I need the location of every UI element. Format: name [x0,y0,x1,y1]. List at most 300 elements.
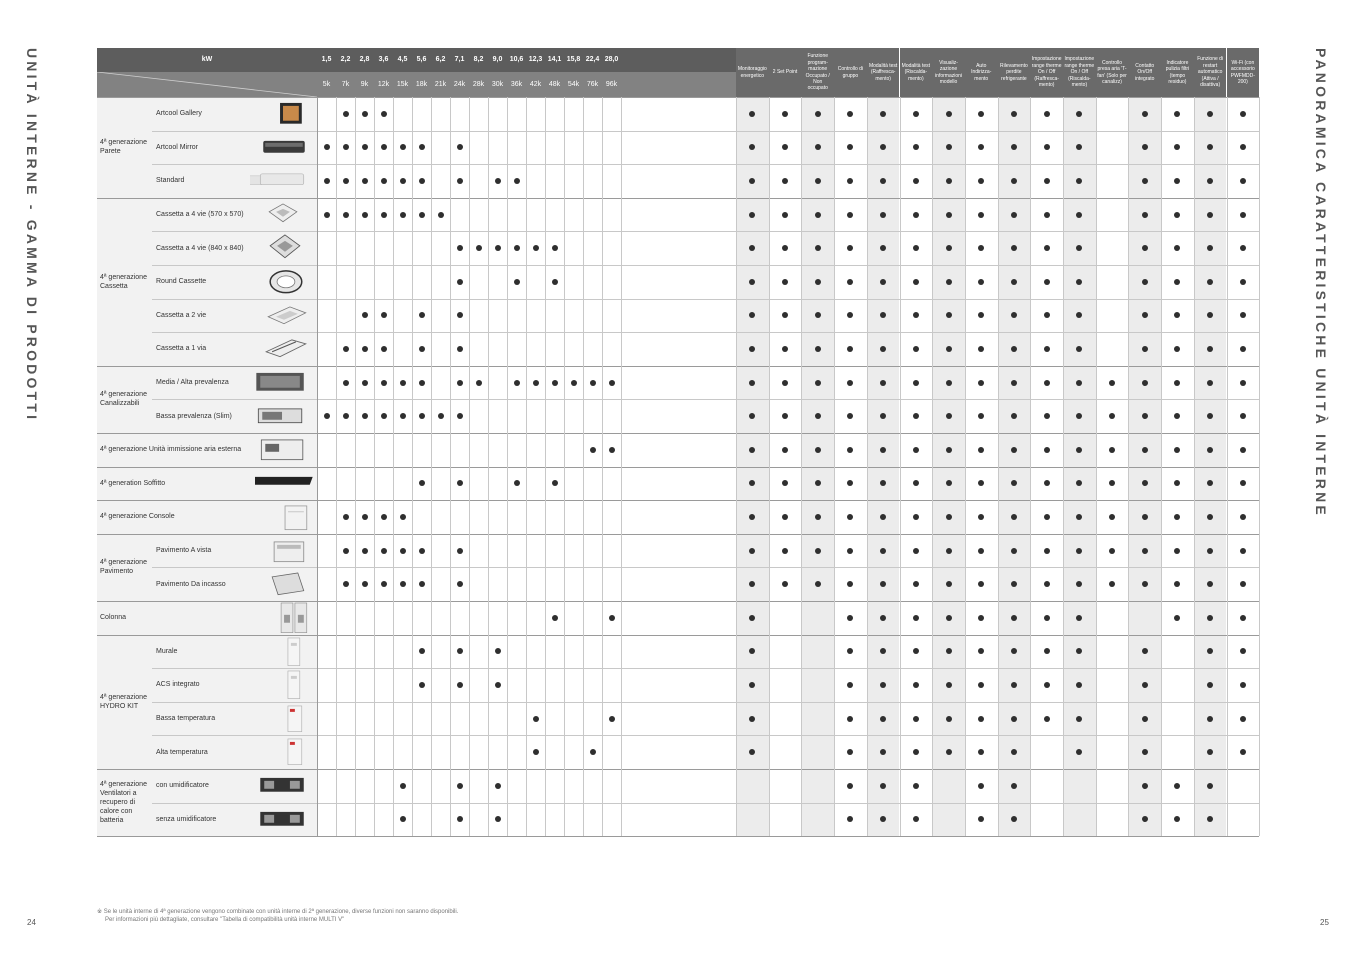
col-divider [1194,97,1195,836]
capacity-dot [419,413,425,419]
col-divider [932,97,933,836]
col-divider [412,97,413,836]
product-name: ACS integrato [152,668,250,702]
capacity-dot [381,111,387,117]
product-name: Cassetta a 2 vie [152,299,250,333]
product-name: Alta temperatura [152,735,250,769]
feature-dot [1044,615,1050,621]
footnote-line-2: Per informazioni più dettagliate, consultare "Tabella di compatibilità unità interne MULTI V" [105,917,345,923]
capacity-dot [343,581,349,587]
capacity-dot [457,783,463,789]
feature-dot [913,682,919,688]
capacity-dot [400,212,406,218]
capacity-dot [343,212,349,218]
capacity-dot [419,346,425,352]
feature-col-header: Wi-Fi (con accessorio PWFMDD-200) [1227,48,1260,97]
capacity-dot [400,144,406,150]
feature-dot [913,581,919,587]
feature-dot [1174,178,1180,184]
feature-dot [1011,716,1017,722]
btu-col-header: 48k [545,72,564,97]
feature-dot [1044,682,1050,688]
floor-concealed-icon [250,567,317,601]
feature-dot [847,581,853,587]
feature-dot [946,480,952,486]
feature-dot [913,783,919,789]
kw-col-header: 10,6 [507,48,526,72]
feature-col-header: Controllo presa aria 'T-fan' (Solo per canalizz) [1096,48,1129,97]
feature-dot [1174,144,1180,150]
product-name: Murale [152,635,250,669]
kw-col-header: 7,1 [450,48,469,72]
feature-dot [815,245,821,251]
feature-dot [1174,816,1180,822]
feature-dot [1240,447,1246,453]
feature-dot [1240,581,1246,587]
capacity-dot [552,480,558,486]
feature-dot [1076,380,1082,386]
capacity-dot [419,212,425,218]
feature-dot [1109,480,1115,486]
feature-dot [1240,648,1246,654]
btu-col-header: 18k [412,72,431,97]
feature-dot [1044,447,1050,453]
product-name: Pavimento A vista [152,534,250,568]
feature-dot [913,816,919,822]
feature-dot [1207,111,1213,117]
feature-dot [1240,514,1246,520]
feature-dot [1207,716,1213,722]
col-divider [450,97,451,836]
feature-dot [847,380,853,386]
feature-dot [880,716,886,722]
kw-col-header: 2,2 [336,48,355,72]
capacity-dot [362,212,368,218]
feature-dot [1240,480,1246,486]
capacity-dot [590,380,596,386]
row-divider [97,601,1259,602]
capacity-dot [343,346,349,352]
feature-dot [978,682,984,688]
feature-dot [946,212,952,218]
feature-col-header: Modalità test (Riscalda-mento) [900,48,933,97]
feature-dot [1240,312,1246,318]
feature-dot [1011,447,1017,453]
feature-dot [978,413,984,419]
capacity-dot [381,346,387,352]
feature-dot [847,749,853,755]
feature-dot [1109,447,1115,453]
row-divider [97,836,1259,837]
group-label: 4ª generazione Parete [97,97,152,198]
feature-dot [847,480,853,486]
btu-col-header: 12k [374,72,393,97]
capacity-dot [400,514,406,520]
feature-dot [1044,548,1050,554]
col-divider [526,97,527,836]
capacity-dot [609,615,615,621]
group-label: 4ª generazione Console [97,500,255,534]
capacity-dot [457,480,463,486]
feature-dot [782,581,788,587]
left-side-title: UNITÀ INTERNE - GAMMA DI PRODOTTI [24,48,40,423]
feature-dot [1174,480,1180,486]
hydro-wall-icon [250,635,317,669]
feature-dot [782,178,788,184]
capacity-dot [400,178,406,184]
feature-dot [1240,144,1246,150]
capacity-dot [324,178,330,184]
row-divider [97,500,1259,501]
feature-dot [1207,380,1213,386]
row-divider [97,433,1259,434]
feature-dot [946,716,952,722]
row-divider [97,198,1259,199]
feature-col-header: Auto Indirizza-mento [965,48,998,97]
feature-dot [1011,212,1017,218]
capacity-dot [419,144,425,150]
product-name: Round Cassette [152,265,250,299]
feature-dot [1142,413,1148,419]
feature-col-header: 2 Set Point [769,48,802,97]
feature-dot [847,783,853,789]
capacity-dot [362,346,368,352]
feature-dot [1174,413,1180,419]
feature-dot [1011,111,1017,117]
col-divider [507,97,508,836]
capacity-dot [362,312,368,318]
feature-dot [1044,581,1050,587]
col-divider [488,97,489,836]
kw-col-header: 9,0 [488,48,507,72]
col-divider [1096,97,1097,836]
feature-dot [978,648,984,654]
header-gap-top [621,48,736,72]
feature-dot [880,447,886,453]
btu-col-header: 54k [564,72,583,97]
feature-dot [946,682,952,688]
feature-dot [978,749,984,755]
feature-dot [978,111,984,117]
kw-col-header: 22,4 [583,48,602,72]
capacity-dot [381,312,387,318]
feature-dot [1044,480,1050,486]
feature-dot [1142,212,1148,218]
feature-dot [847,346,853,352]
col-divider [564,97,565,836]
page-number-right: 25 [1320,918,1329,927]
feature-dot [946,346,952,352]
feature-dot [749,380,755,386]
capacity-dot [476,380,482,386]
feature-dot [1044,245,1050,251]
feature-dot [1174,212,1180,218]
btu-col-header: 42k [526,72,545,97]
feature-dot [978,447,984,453]
feature-dot [1076,212,1082,218]
capacity-dot [533,380,539,386]
feature-dot [847,279,853,285]
capacity-dot [400,816,406,822]
feature-dot [1011,514,1017,520]
feature-dot [946,380,952,386]
feature-dot [1142,783,1148,789]
row-divider [152,164,1259,165]
capacity-dot [457,245,463,251]
feature-dot [815,581,821,587]
group-label: 4ª generazione Canalizzabili [97,366,152,433]
feature-dot [1011,783,1017,789]
capacity-dot [457,648,463,654]
feature-dot [913,279,919,285]
group-label: 4ª generation Soffitto [97,467,255,501]
capacity-dot [419,682,425,688]
capacity-dot [495,178,501,184]
feature-dot [1240,346,1246,352]
product-name: Pavimento Da incasso [152,567,250,601]
col-divider [545,97,546,836]
row-divider [152,735,1259,736]
capacity-dot [609,716,615,722]
feature-dot [749,548,755,554]
feature-dot [1044,111,1050,117]
feature-dot [1011,279,1017,285]
feature-dot [913,648,919,654]
feature-dot [880,380,886,386]
feature-dot [978,615,984,621]
feature-dot [1044,178,1050,184]
feature-dot [847,615,853,621]
capacity-dot [381,212,387,218]
feature-dot [1109,380,1115,386]
feature-dot [1109,581,1115,587]
feature-dot [913,615,919,621]
feature-dot [1207,783,1213,789]
feature-dot [946,178,952,184]
row-divider [97,534,1259,535]
feature-dot [1142,346,1148,352]
feature-dot [815,380,821,386]
capacity-dot [457,346,463,352]
feature-dot [1142,548,1148,554]
col-divider [469,97,470,836]
feature-dot [946,245,952,251]
feature-dot [978,212,984,218]
capacity-dot [400,783,406,789]
capacity-dot [419,312,425,318]
feature-dot [880,212,886,218]
feature-dot [978,716,984,722]
capacity-dot [571,380,577,386]
feature-dot [913,212,919,218]
feature-dot [847,682,853,688]
feature-dot [880,548,886,554]
capacity-dot [438,212,444,218]
feature-dot [978,346,984,352]
feature-dot [880,111,886,117]
capacity-dot [381,144,387,150]
feature-dot [782,245,788,251]
feature-dot [1240,716,1246,722]
capacity-dot [362,144,368,150]
row-divider [152,668,1259,669]
capacity-dot [514,380,520,386]
capacity-dot [457,581,463,587]
feature-dot [847,312,853,318]
col-divider [393,97,394,836]
feature-dot [1174,783,1180,789]
product-name: Cassetta a 4 vie (840 x 840) [152,231,250,265]
capacity-dot [457,380,463,386]
capacity-dot [514,480,520,486]
group-label: 4ª generazione Cassetta [97,198,152,366]
btu-col-header: 5k [317,72,336,97]
feature-dot [946,279,952,285]
feature-dot [847,413,853,419]
btu-col-header: 96k [602,72,621,97]
capacity-dot [343,548,349,554]
feature-dot [1240,548,1246,554]
product-name: Media / Alta prevalenza [152,366,250,400]
col-divider [1259,97,1260,836]
feature-dot [847,245,853,251]
row-divider [152,231,1259,232]
feature-col-header: Controllo di gruppo [834,48,867,97]
feature-dot [1109,514,1115,520]
feature-dot [1044,716,1050,722]
feature-dot [815,279,821,285]
capacity-dot [457,144,463,150]
capacity-dot [495,682,501,688]
col-divider [583,97,584,836]
cassette-4way-large-icon [250,231,317,265]
feature-col-header: Indicatore pulizia filtri (tempo residuo) [1161,48,1194,97]
capacity-dot [514,279,520,285]
feature-dot [1044,380,1050,386]
kw-header-label: kW [97,48,317,72]
capacity-dot [419,648,425,654]
feature-dot [782,212,788,218]
btu-col-header: 21k [431,72,450,97]
feature-dot [847,716,853,722]
capacity-dot [362,111,368,117]
page-number-left: 24 [27,918,36,927]
feature-dot [1044,648,1050,654]
feature-dot [880,615,886,621]
feature-dot [1174,447,1180,453]
erv-no-humidifier-icon [250,803,317,837]
row-divider [152,332,1259,333]
feature-col-header: Funzione di restart automatico (Attiva / disattiva) [1194,48,1227,97]
row-divider [152,265,1259,266]
feature-dot [913,548,919,554]
capacity-dot [533,245,539,251]
group-label: Colonna [97,601,255,635]
capacity-dot [400,380,406,386]
feature-dot [946,312,952,318]
floor-exposed-icon [250,534,317,568]
feature-dot [1076,716,1082,722]
capacity-dot [495,648,501,654]
feature-dot [913,346,919,352]
feature-dot [1142,447,1148,453]
feature-dot [1174,615,1180,621]
feature-dot [749,716,755,722]
kw-col-header: 12,3 [526,48,545,72]
feature-col-header: Visualiz-zazione informazioni modello [932,48,965,97]
capacity-dot [457,816,463,822]
feature-dot [1142,111,1148,117]
feature-dot [815,178,821,184]
capacity-dot [457,279,463,285]
btu-col-header: 15k [393,72,412,97]
feature-dot [815,447,821,453]
feature-dot [1044,279,1050,285]
capacity-dot [381,548,387,554]
col-divider [900,97,901,836]
capacity-dot [476,245,482,251]
product-name: Cassetta a 1 via [152,332,250,366]
col-divider [1128,97,1129,836]
capacity-dot [495,783,501,789]
feature-dot [847,648,853,654]
capacity-dot [609,447,615,453]
capacity-dot [381,581,387,587]
kw-col-header: 6,2 [431,48,450,72]
feature-dot [815,413,821,419]
capacity-dot [381,380,387,386]
feature-dot [782,111,788,117]
feature-dot [946,144,952,150]
feature-dot [847,447,853,453]
feature-dot [1142,581,1148,587]
feature-dot [782,279,788,285]
row-divider [152,803,1259,804]
kw-col-header: 3,6 [374,48,393,72]
capacity-dot [552,245,558,251]
feature-dot [978,548,984,554]
kw-col-header: 4,5 [393,48,412,72]
feature-dot [782,380,788,386]
column-unit-icon [255,601,317,635]
feature-dot [847,816,853,822]
header-diagonal-cell [97,72,317,97]
feature-dot [1011,380,1017,386]
feature-dot [946,749,952,755]
col-divider [801,97,802,836]
feature-dot [1011,548,1017,554]
feature-dot [1174,548,1180,554]
capacity-dot [324,212,330,218]
capacity-dot [514,245,520,251]
capacity-dot [419,581,425,587]
btu-col-header: 7k [336,72,355,97]
feature-dot [946,111,952,117]
feature-dot [1174,111,1180,117]
feature-dot [1207,548,1213,554]
hydro-dhw-icon [250,668,317,702]
capacity-dot [533,716,539,722]
capacity-dot [552,380,558,386]
feature-dot [847,514,853,520]
col-divider [867,97,868,836]
feature-col-header: Monitoraggio energetico [736,48,769,97]
right-side-title: PANORAMICA CARATTERISTICHE UNITÀ INTERNE [1313,48,1329,518]
row-divider [152,702,1259,703]
product-name: Cassetta a 4 vie (570 x 570) [152,198,250,232]
cassette-4way-small-icon [250,198,317,232]
kw-col-header: 5,6 [412,48,431,72]
